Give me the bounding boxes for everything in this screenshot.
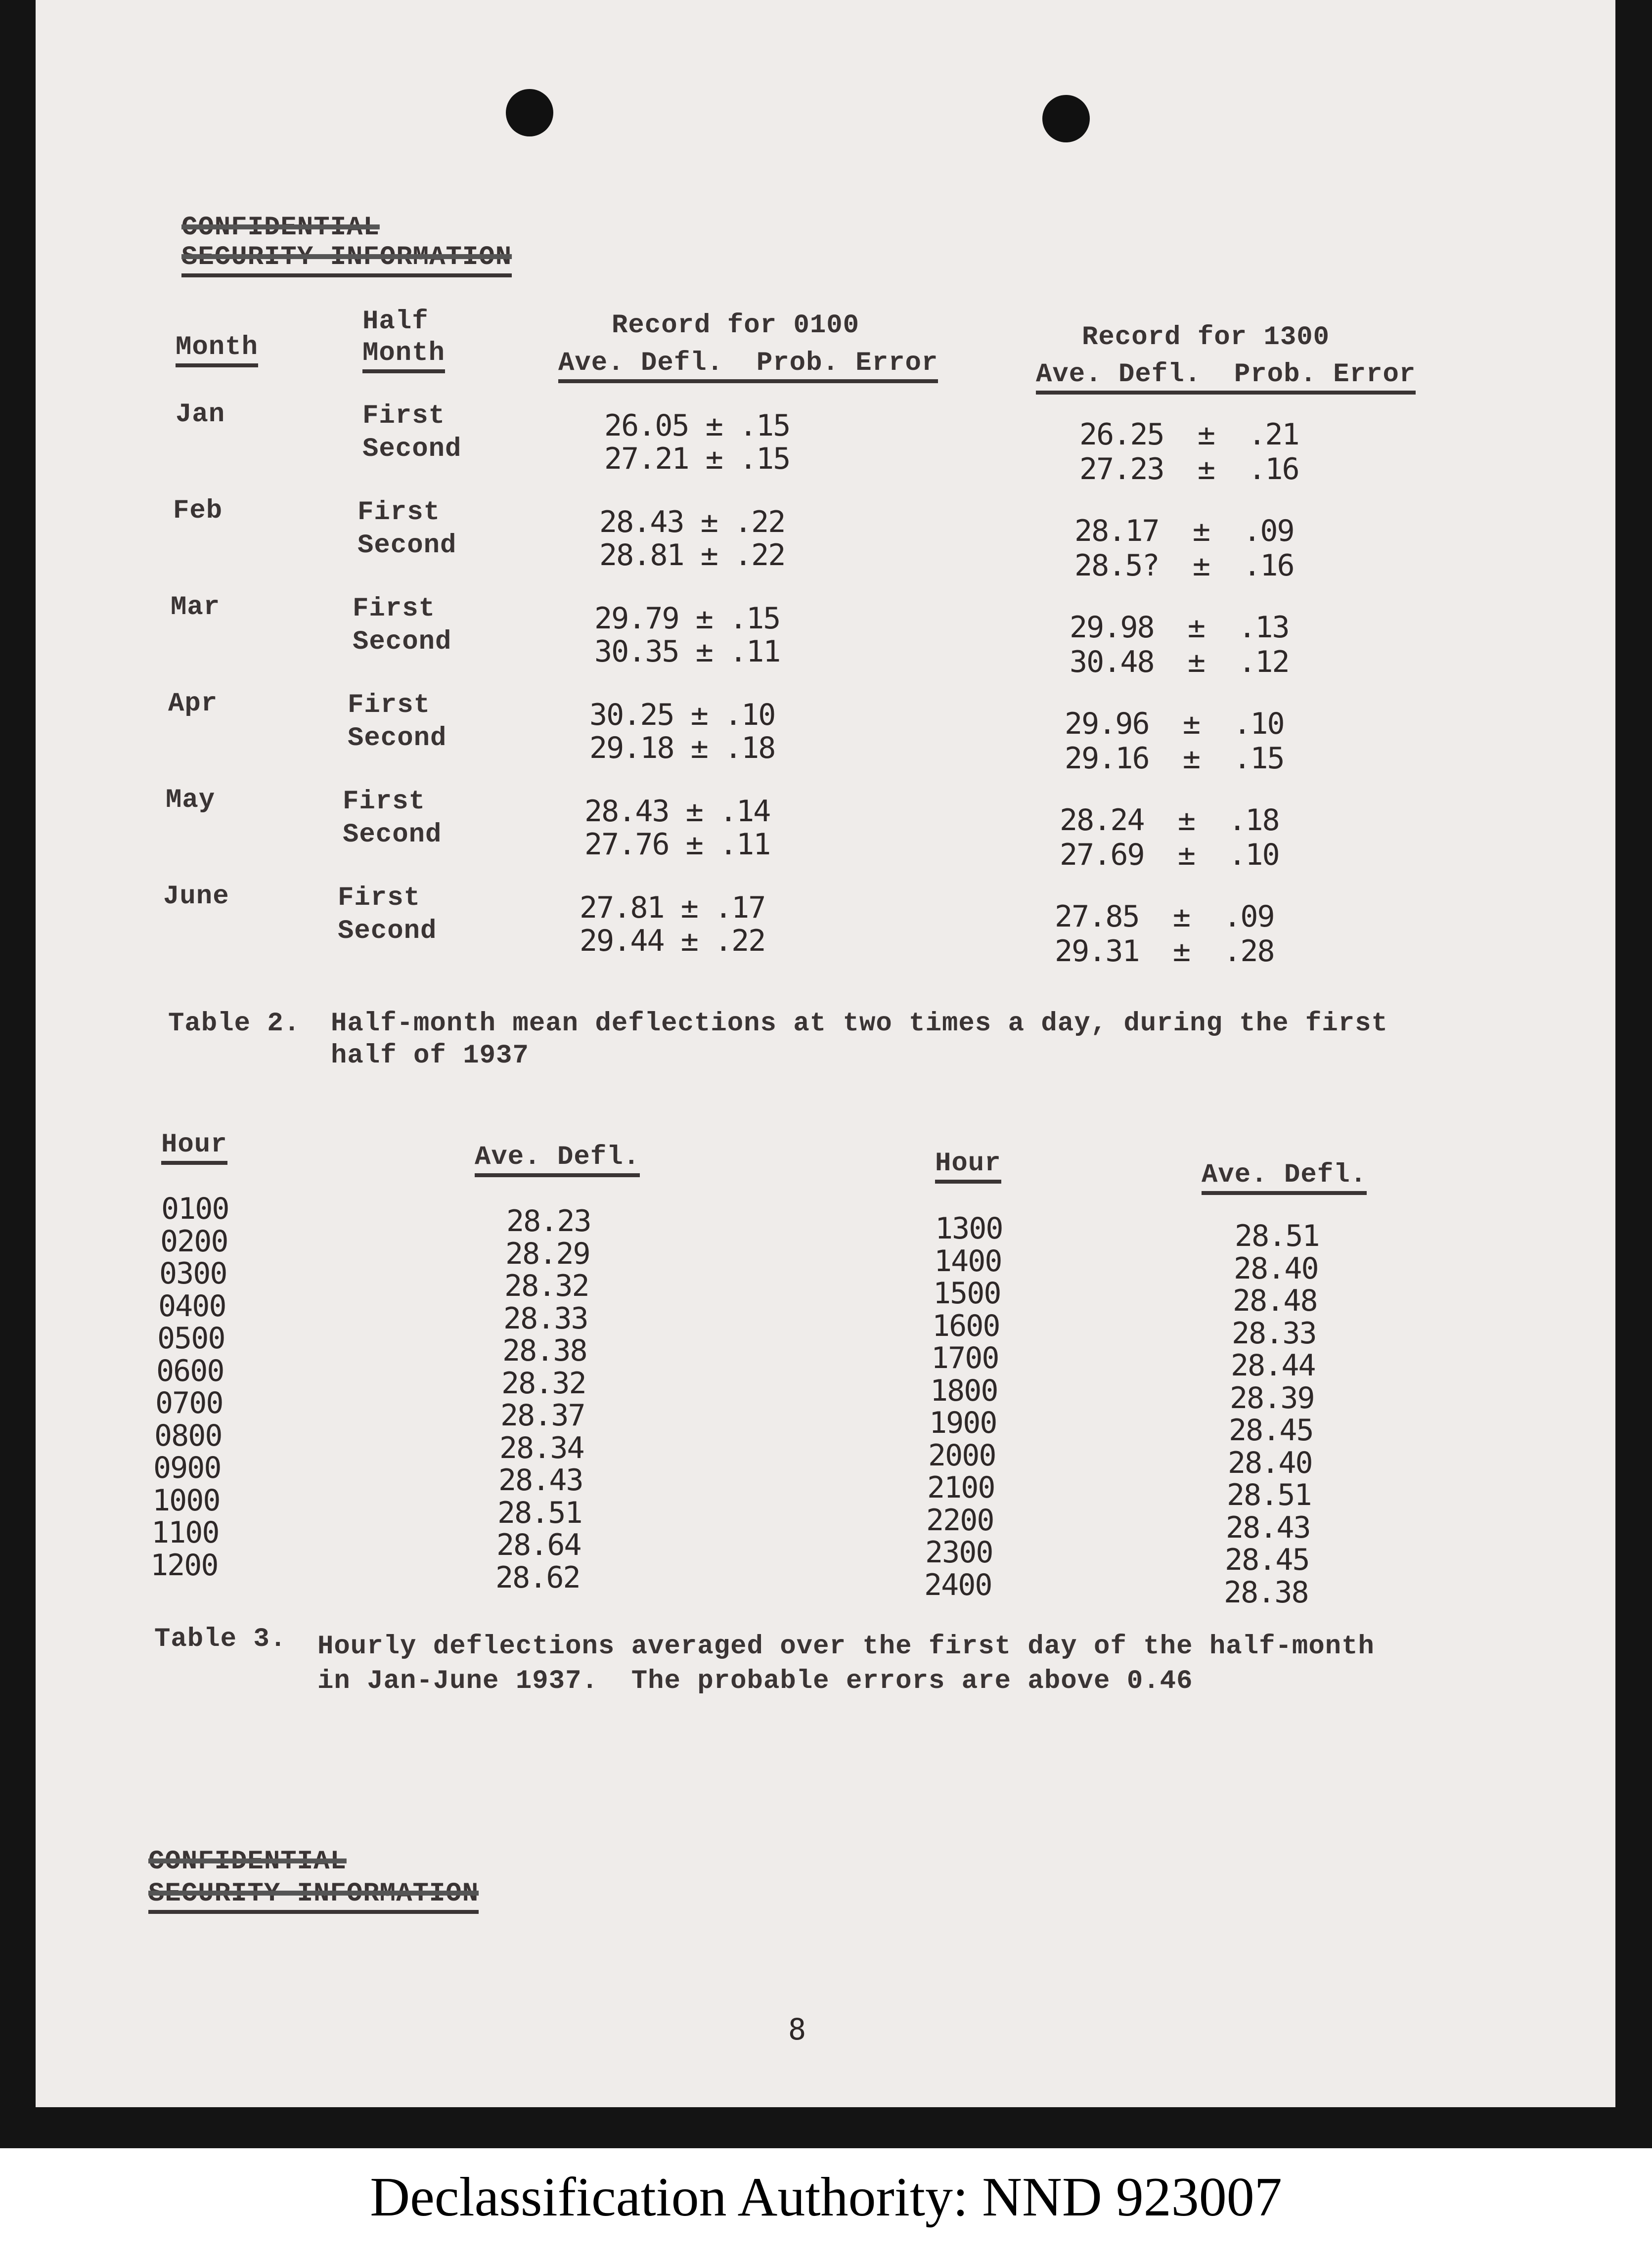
record-1300-second-value: 30.48 ± .12 xyxy=(1070,645,1289,679)
month-label: Mar xyxy=(171,592,221,622)
table3-hour-left: 0100 xyxy=(161,1192,229,1226)
table3-hour-right: 1300 xyxy=(935,1211,1003,1246)
table3-hour-left: 1100 xyxy=(151,1515,219,1550)
table3-hour-left: 0200 xyxy=(160,1224,228,1259)
table3-defl-left: 28.32 xyxy=(504,1269,589,1303)
table3-hour-left: 0700 xyxy=(155,1386,223,1420)
record-1300-first-value: 27.85 ± .09 xyxy=(1055,899,1274,934)
record-0100-first-value: 27.81 ± .17 xyxy=(580,890,765,925)
table3-defl-right: 28.45 xyxy=(1225,1543,1309,1577)
record-0100-second-value: 29.18 ± .18 xyxy=(589,731,775,765)
table3-hour-left: 0900 xyxy=(153,1451,221,1485)
record-1300-second-value: 29.16 ± .15 xyxy=(1065,741,1284,776)
table3-hour-left: 0600 xyxy=(156,1353,224,1388)
half-first-label: First xyxy=(362,401,446,431)
month-label: Jan xyxy=(176,399,225,430)
table3-hour-left: 0400 xyxy=(158,1288,226,1324)
document-page xyxy=(36,0,1615,2107)
record-1300-second-value: 29.31 ± .28 xyxy=(1055,934,1274,969)
table3-defl-right: 28.40 xyxy=(1234,1251,1318,1286)
record-1300-second-value: 28.5? ± .16 xyxy=(1074,548,1294,583)
record-1300-second-value: 27.23 ± .16 xyxy=(1079,452,1299,487)
table3-defl-left: 28.33 xyxy=(503,1301,588,1336)
table2-caption-label: Table 2. xyxy=(168,1009,301,1039)
table3-hour-right: 2100 xyxy=(927,1470,995,1505)
half-second-label: Second xyxy=(353,627,452,657)
table3-hour-right: 2300 xyxy=(925,1535,993,1570)
half-second-label: Second xyxy=(348,723,447,753)
table3-defl-left: 28.51 xyxy=(497,1495,582,1530)
declassification-caption: Declassification Authority: NND 923007 xyxy=(370,2167,1282,2228)
table3-hour-right: 1700 xyxy=(931,1341,999,1375)
col-half-header-top: Half xyxy=(362,307,429,337)
table3-hour-left: 0500 xyxy=(157,1321,225,1356)
table3-hour-header-right: Hour xyxy=(935,1149,1001,1184)
table3-hour-left: 1000 xyxy=(152,1483,220,1518)
table3-defl-left: 28.37 xyxy=(500,1398,585,1433)
month-label: Feb xyxy=(173,496,223,526)
record-0100-second-value: 27.76 ± .11 xyxy=(584,827,770,862)
half-first-label: First xyxy=(338,883,421,913)
table3-defl-left: 28.64 xyxy=(496,1528,581,1562)
table3-hour-right: 1500 xyxy=(933,1276,1001,1311)
record-0100-subheader: Ave. Defl. Prob. Error xyxy=(558,348,938,383)
half-second-label: Second xyxy=(343,820,442,850)
half-first-label: First xyxy=(357,497,441,528)
table3-defl-right: 28.51 xyxy=(1235,1219,1319,1253)
record-0100-first-value: 26.05 ± .15 xyxy=(604,408,790,443)
record-0100-first-value: 28.43 ± .14 xyxy=(584,794,770,829)
table3-caption-line1: Hourly deflections averaged over the first day of the half-month xyxy=(317,1632,1375,1662)
record-0100-header: Record for 0100 xyxy=(612,310,860,341)
table3-defl-right: 28.33 xyxy=(1232,1316,1316,1351)
table3-caption-line2: in Jan-June 1937. The probable errors are above 0.46 xyxy=(317,1666,1193,1696)
table3-defl-left: 28.29 xyxy=(505,1236,590,1271)
header-security-information: SECURITY INFORMATION xyxy=(181,242,512,277)
table3-defl-left: 28.32 xyxy=(501,1366,586,1401)
page-number: 8 xyxy=(788,2012,805,2047)
table3-hour-left: 0300 xyxy=(159,1256,227,1291)
table3-defl-right: 28.44 xyxy=(1231,1348,1315,1383)
record-1300-first-value: 29.96 ± .10 xyxy=(1065,707,1284,741)
record-1300-first-value: 28.24 ± .18 xyxy=(1060,803,1279,838)
header-confidential: CONFIDENTIAL xyxy=(181,213,380,243)
table3-defl-right: 28.38 xyxy=(1224,1575,1308,1610)
punch-hole xyxy=(1042,95,1090,142)
record-0100-first-value: 30.25 ± .10 xyxy=(589,698,775,732)
table3-hour-right: 2000 xyxy=(928,1438,996,1473)
record-1300-subheader: Ave. Defl. Prob. Error xyxy=(1036,359,1416,395)
footer-confidential: CONFIDENTIAL xyxy=(148,1847,347,1877)
month-label: May xyxy=(166,785,216,815)
record-0100-first-value: 28.43 ± .22 xyxy=(599,505,785,539)
record-0100-second-value: 29.44 ± .22 xyxy=(580,924,765,958)
half-second-label: Second xyxy=(362,434,462,464)
month-label: June xyxy=(163,882,229,912)
half-second-label: Second xyxy=(338,916,437,946)
col-month-header: Month xyxy=(176,332,258,367)
half-second-label: Second xyxy=(357,531,457,561)
month-label: Apr xyxy=(168,689,218,719)
table3-defl-header-left: Ave. Defl. xyxy=(475,1142,640,1177)
table3-defl-right: 28.43 xyxy=(1226,1510,1310,1545)
footer-security-information: SECURITY INFORMATION xyxy=(148,1879,479,1914)
record-1300-second-value: 27.69 ± .10 xyxy=(1060,838,1279,872)
record-1300-header: Record for 1300 xyxy=(1082,322,1330,353)
table3-hour-right: 1400 xyxy=(934,1243,1002,1279)
table3-defl-header-right: Ave. Defl. xyxy=(1202,1160,1367,1195)
table3-hour-right: 2400 xyxy=(924,1567,992,1602)
record-0100-first-value: 29.79 ± .15 xyxy=(594,601,780,636)
table3-hour-right: 1900 xyxy=(929,1406,997,1440)
table3-defl-right: 28.39 xyxy=(1230,1380,1314,1416)
table2-caption-line1: Half-month mean deflections at two times a day, during the first xyxy=(331,1009,1388,1039)
record-1300-first-value: 26.25 ± .21 xyxy=(1079,417,1299,452)
table3-hour-right: 1600 xyxy=(932,1308,1000,1343)
table3-defl-left: 28.62 xyxy=(495,1560,580,1595)
table3-defl-right: 28.45 xyxy=(1229,1413,1313,1448)
half-first-label: First xyxy=(348,690,431,720)
table3-defl-right: 28.40 xyxy=(1228,1445,1312,1480)
record-0100-second-value: 30.35 ± .11 xyxy=(594,634,780,669)
table3-defl-right: 28.48 xyxy=(1233,1283,1317,1318)
record-0100-second-value: 27.21 ± .15 xyxy=(604,442,790,476)
record-1300-first-value: 28.17 ± .09 xyxy=(1074,514,1294,548)
table3-defl-left: 28.38 xyxy=(502,1333,587,1368)
punch-hole xyxy=(506,89,553,136)
table3-hour-left: 1200 xyxy=(150,1548,218,1583)
table3-hour-header-left: Hour xyxy=(161,1130,227,1165)
col-half-header-bottom: Month xyxy=(362,338,445,373)
table3-defl-right: 28.51 xyxy=(1227,1478,1311,1512)
table3-defl-left: 28.23 xyxy=(506,1204,591,1239)
record-0100-second-value: 28.81 ± .22 xyxy=(599,538,785,573)
table3-hour-right: 2200 xyxy=(926,1503,994,1538)
table3-caption-label: Table 3. xyxy=(154,1624,287,1654)
table3-defl-left: 28.43 xyxy=(498,1463,583,1498)
half-first-label: First xyxy=(353,594,436,624)
half-first-label: First xyxy=(343,787,426,817)
table3-hour-right: 1800 xyxy=(930,1373,998,1408)
table3-hour-left: 0800 xyxy=(154,1418,222,1453)
record-1300-first-value: 29.98 ± .13 xyxy=(1070,610,1289,645)
table2-caption-line2: half of 1937 xyxy=(331,1041,529,1071)
table3-defl-left: 28.34 xyxy=(499,1430,584,1465)
